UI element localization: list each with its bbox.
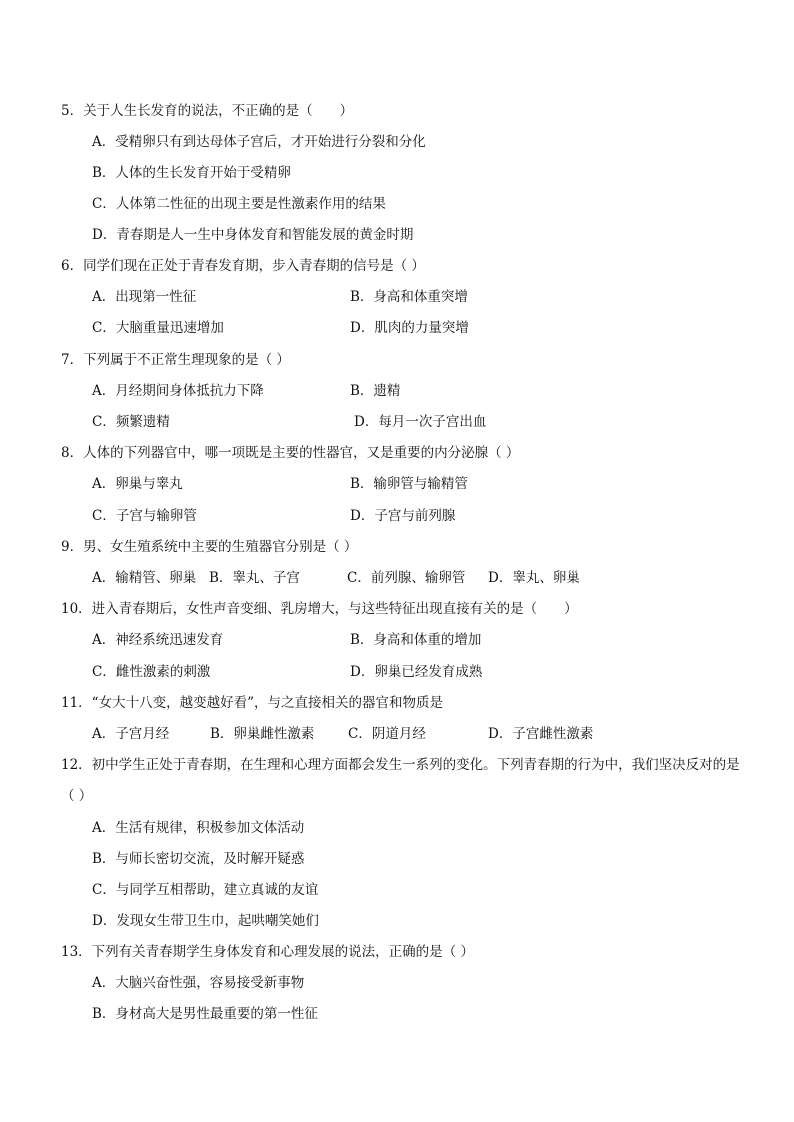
question-8-stem: 8．人体的下列器官中，哪一项既是主要的性器官，又是重要的内分泌腺（ ） [61, 445, 520, 461]
question-9-option-d: D．睾丸、卵巢 [488, 570, 580, 586]
question-5-option-a: A．受精卵只有到达母体子宫后，才开始进行分裂和分化 [92, 134, 426, 150]
question-9-stem: 9．男、女生殖系统中主要的生殖器官分别是（ ） [61, 539, 358, 555]
question-11-option-b: B．卵巢雌性激素 [210, 726, 315, 742]
question-6-option-d: D．肌肉的力量突增 [350, 320, 469, 336]
question-10-option-b: B．身高和体重的增加 [350, 632, 482, 648]
question-7-option-a: A．月经期间身体抵抗力下降 [92, 383, 264, 399]
question-8-option-b: B．输卵管与输精管 [350, 476, 468, 492]
question-6-option-b: B．身高和体重突增 [350, 289, 468, 305]
question-5-stem: 5．关于人生长发育的说法，不正确的是（ ） [61, 103, 354, 119]
question-12-stem: 12．初中学生正处于青春期，在生理和心理方面都会发生一系列的变化。下列青春期的行为中，我们坚决反对的是（ ） [61, 757, 740, 804]
question-6-option-a: A．出现第一性征 [92, 289, 197, 305]
question-12-option-a: A．生活有规律，积极参加文体活动 [92, 820, 305, 836]
question-10-option-d: D．卵巢已经发育成熟 [350, 664, 483, 680]
question-9-option-b: B．睾丸、子宫 [209, 570, 300, 586]
question-12-option-c: C．与同学互相帮助，建立真诚的友谊 [92, 882, 319, 898]
question-11-option-d: D．子宫雌性激素 [488, 726, 594, 742]
question-7-option-b: B．遗精 [350, 383, 401, 399]
question-5-option-b: B．人体的生长发育开始于受精卵 [92, 165, 291, 181]
question-7-stem: 7．下列属于不正常生理现象的是（ ） [61, 352, 290, 368]
question-10-option-a: A．神经系统迅速发育 [92, 632, 224, 648]
question-13-stem: 13．下列有关青春期学生身体发育和心理发展的说法，正确的是（ ） [61, 944, 474, 960]
question-7-option-d: D．每月一次子宫出血 [354, 414, 487, 430]
question-12-option-b: B．与师长密切交流，及时解开疑惑 [92, 851, 305, 867]
question-8-option-c: C．子宫与输卵管 [92, 508, 197, 524]
question-11-stem: 11．“女大十八变，越变越好看”，与之直接相关的器官和物质是 [61, 695, 443, 711]
question-9-option-c: C．前列腺、输卵管 [347, 570, 466, 586]
question-5-option-d: D．青春期是人一生中身体发育和智能发展的黄金时期 [92, 227, 414, 243]
question-10-stem: 10．进入青春期后，女性声音变细、乳房增大，与这些特征出现直接有关的是（ ） [61, 601, 578, 617]
question-6-stem: 6．同学们现在正处于青春发育期，步入青春期的信号是（ ） [61, 258, 425, 274]
question-9-option-a: A．输精管、卵巢 [92, 570, 197, 586]
question-6-option-c: C．大脑重量迅速增加 [92, 320, 224, 336]
question-12-option-d: D．发现女生带卫生巾，起哄嘲笑她们 [92, 913, 319, 929]
question-5-option-c: C．人体第二性征的出现主要是性激素作用的结果 [92, 196, 386, 212]
question-11-option-c: C．阴道月经 [348, 726, 426, 742]
question-7-option-c: C．频繁遗精 [92, 414, 170, 430]
question-8-option-a: A．卵巢与睾丸 [92, 476, 183, 492]
question-13-option-b: B．身材高大是男性最重要的第一性征 [92, 1006, 318, 1022]
question-10-option-c: C．雌性激素的刺激 [92, 664, 211, 680]
question-11-option-a: A．子宫月经 [92, 726, 170, 742]
question-13-option-a: A．大脑兴奋性强，容易接受新事物 [92, 975, 305, 991]
question-8-option-d: D．子宫与前列腺 [350, 508, 456, 524]
